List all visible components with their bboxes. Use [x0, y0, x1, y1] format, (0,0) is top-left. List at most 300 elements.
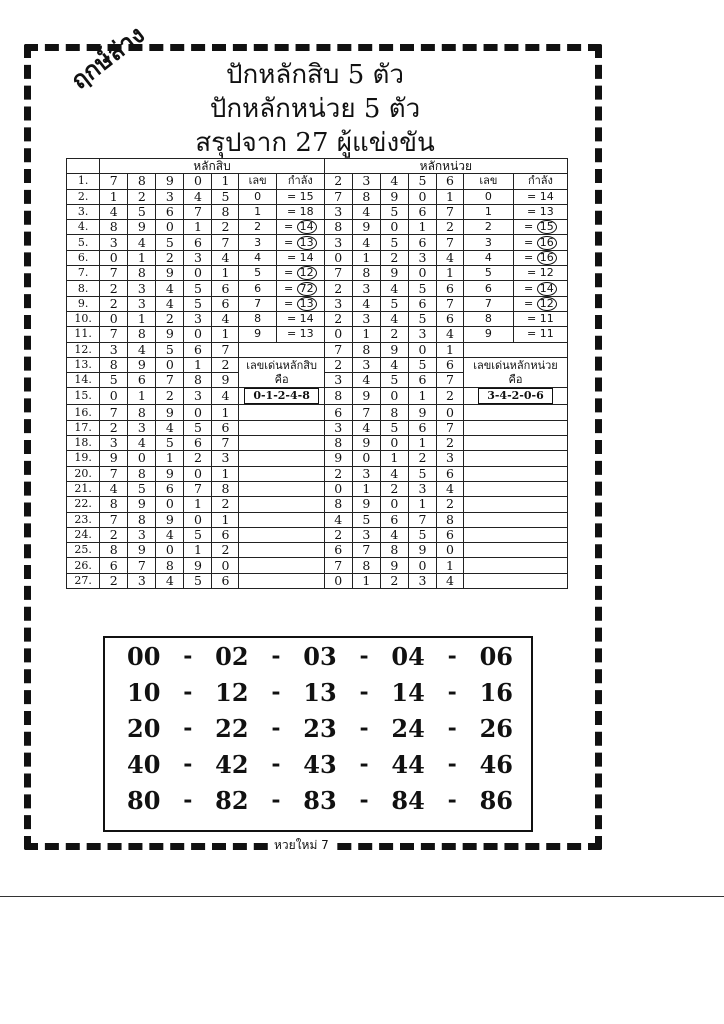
result-separator: -	[359, 679, 369, 705]
tens-digit: 3	[156, 189, 184, 204]
row-number: 9.	[67, 296, 100, 311]
tens-digit: 3	[184, 311, 212, 326]
units-digit: 3	[352, 357, 380, 372]
u-power-cell: = 14	[513, 189, 567, 204]
table-row	[67, 204, 568, 219]
tens-digit: 0	[184, 327, 212, 342]
units-digit: 0	[324, 573, 352, 588]
units-digit: 3	[352, 311, 380, 326]
tens-digit: 6	[212, 296, 239, 311]
row-number: 26.	[67, 558, 100, 573]
title-line-3: สรุปจาก 27 ผู้แข่งขัน	[195, 128, 435, 158]
units-digit: 6	[408, 296, 436, 311]
footer-label: หวยใหม่ 7	[270, 836, 333, 855]
result-row	[105, 782, 531, 818]
hot-tens-box-cell	[239, 388, 324, 405]
row-number: 15.	[67, 388, 100, 405]
units-digit: 2	[436, 497, 463, 512]
units-digit: 3	[324, 204, 352, 219]
hot-tens-is: คือ	[274, 372, 289, 386]
circled-power: 12	[297, 266, 317, 280]
units-digit: 2	[324, 174, 352, 189]
tens-digit: 2	[212, 357, 239, 372]
tens-digit: 3	[212, 451, 239, 466]
tens-digit: 2	[156, 388, 184, 405]
table-row	[67, 436, 568, 451]
result-separator: -	[271, 751, 281, 777]
tens-digit: 6	[212, 420, 239, 435]
result-number: 44	[391, 749, 425, 779]
circled-power: 16	[537, 251, 557, 265]
u-num-cell: 9	[463, 327, 513, 342]
units-digit: 5	[408, 311, 436, 326]
units-digit: 4	[436, 327, 463, 342]
units-digit: 5	[408, 357, 436, 372]
row-number: 22.	[67, 497, 100, 512]
tens-digit: 4	[128, 235, 156, 250]
tens-digit: 0	[100, 388, 128, 405]
units-digit: 6	[380, 512, 408, 527]
result-number: 12	[215, 677, 249, 707]
tens-digit: 5	[184, 527, 212, 542]
tens-header: หลักสิบ	[100, 159, 325, 174]
units-digit: 2	[436, 436, 463, 451]
result-row	[105, 746, 531, 782]
row-number: 7.	[67, 266, 100, 281]
tens-digit: 8	[184, 373, 212, 388]
tens-digit: 4	[212, 311, 239, 326]
tens-digit: 0	[156, 497, 184, 512]
units-digit: 7	[324, 558, 352, 573]
units-digit: 9	[380, 558, 408, 573]
result-number: 86	[479, 785, 513, 815]
units-digit: 4	[352, 235, 380, 250]
result-number: 02	[215, 641, 249, 671]
units-digit: 2	[380, 573, 408, 588]
tens-digit: 4	[100, 204, 128, 219]
tens-digit: 6	[212, 527, 239, 542]
units-digit: 5	[408, 527, 436, 542]
units-digit: 0	[380, 436, 408, 451]
units-digit: 0	[324, 327, 352, 342]
row-number: 24.	[67, 527, 100, 542]
units-digit: 4	[380, 174, 408, 189]
units-digit: 2	[380, 481, 408, 496]
tens-digit: 3	[184, 388, 212, 405]
units-digit: 3	[352, 281, 380, 296]
result-number: 10	[127, 677, 161, 707]
u-num-cell: 6	[463, 281, 513, 296]
tens-digit: 9	[156, 174, 184, 189]
tens-digit: 8	[100, 357, 128, 372]
table-row	[67, 497, 568, 512]
tens-digit: 4	[212, 250, 239, 265]
tens-digit: 3	[128, 296, 156, 311]
tens-digit: 8	[100, 220, 128, 235]
units-digit: 3	[436, 451, 463, 466]
units-digit: 9	[352, 436, 380, 451]
tens-digit: 0	[212, 558, 239, 573]
tens-digit: 8	[212, 204, 239, 219]
row-number: 14.	[67, 373, 100, 388]
tens-digit: 5	[156, 342, 184, 357]
tens-digit: 9	[128, 543, 156, 558]
tens-digit: 9	[100, 451, 128, 466]
units-digit: 6	[324, 543, 352, 558]
units-digit: 4	[436, 250, 463, 265]
units-digit: 7	[324, 189, 352, 204]
hot-units-is: คือ	[508, 372, 523, 386]
stats-table	[66, 158, 568, 589]
row-number: 6.	[67, 250, 100, 265]
tens-digit: 0	[156, 543, 184, 558]
units-digit: 1	[408, 436, 436, 451]
result-number: 23	[303, 713, 337, 743]
units-digit: 6	[408, 235, 436, 250]
title-line-2: ปักหลักหน่วย 5 ตัว	[209, 94, 421, 124]
hot-units-box-cell	[463, 388, 567, 405]
units-digit: 2	[380, 327, 408, 342]
units-digit: 2	[436, 388, 463, 405]
table-row	[67, 220, 568, 235]
result-number: 16	[479, 677, 513, 707]
tens-digit: 7	[100, 405, 128, 420]
tens-digit: 0	[184, 266, 212, 281]
hot-units-title: เลขเด่นหลักหน่วย	[473, 358, 558, 372]
tens-digit: 7	[100, 266, 128, 281]
row-number: 4.	[67, 220, 100, 235]
t-num-cell: 3	[239, 235, 276, 250]
tens-digit: 1	[128, 250, 156, 265]
result-separator: -	[447, 643, 457, 669]
units-digit: 5	[380, 204, 408, 219]
row-number: 5.	[67, 235, 100, 250]
tens-digit: 2	[156, 311, 184, 326]
tens-digit: 1	[100, 189, 128, 204]
tens-digit: 2	[212, 220, 239, 235]
circled-power: 12	[537, 297, 557, 311]
table-row	[67, 512, 568, 527]
title-line-1: ปักหลักสิบ 5 ตัว	[226, 60, 404, 90]
tens-digit: 5	[128, 481, 156, 496]
tens-digit: 9	[184, 558, 212, 573]
circled-power: 72	[297, 282, 317, 296]
units-digit: 8	[380, 543, 408, 558]
num-header: เลข	[463, 174, 513, 189]
result-separator: -	[183, 715, 193, 741]
units-digit: 4	[352, 420, 380, 435]
t-power-cell: = 13	[276, 296, 324, 311]
result-number: 24	[391, 713, 425, 743]
table-row	[67, 266, 568, 281]
tens-digit: 2	[184, 451, 212, 466]
tens-digit: 1	[212, 327, 239, 342]
tens-digit: 9	[128, 357, 156, 372]
result-number: 42	[215, 749, 249, 779]
tens-digit: 7	[100, 174, 128, 189]
table-row	[67, 451, 568, 466]
tens-digit: 1	[184, 220, 212, 235]
t-num-cell: 6	[239, 281, 276, 296]
hot-units-label	[463, 357, 567, 388]
row-number: 23.	[67, 512, 100, 527]
tens-digit: 6	[156, 481, 184, 496]
units-digit: 4	[380, 311, 408, 326]
circled-power: 14	[297, 220, 317, 234]
units-digit: 8	[324, 497, 352, 512]
units-digit: 4	[324, 512, 352, 527]
t-power-cell: = 14	[276, 220, 324, 235]
units-digit: 4	[380, 357, 408, 372]
tens-digit: 8	[156, 558, 184, 573]
bottom-line	[0, 896, 724, 897]
u-power-cell: = 12	[513, 296, 567, 311]
units-digit: 5	[408, 466, 436, 481]
tens-digit: 8	[128, 266, 156, 281]
stamp-label: ฤกษ์ล่าง	[65, 20, 150, 95]
tens-digit: 5	[156, 235, 184, 250]
u-num-cell: 4	[463, 250, 513, 265]
tens-digit: 6	[184, 235, 212, 250]
result-number: 40	[127, 749, 161, 779]
units-digit: 1	[352, 250, 380, 265]
tens-digit: 6	[184, 436, 212, 451]
tens-digit: 5	[184, 281, 212, 296]
table-row	[67, 573, 568, 588]
row-number: 8.	[67, 281, 100, 296]
tens-digit: 9	[156, 512, 184, 527]
tens-digit: 3	[100, 436, 128, 451]
tens-digit: 3	[100, 342, 128, 357]
result-number: 26	[479, 713, 513, 743]
tens-digit: 0	[128, 451, 156, 466]
units-digit: 4	[380, 281, 408, 296]
tens-digit: 1	[212, 405, 239, 420]
table-row	[67, 174, 568, 189]
tens-digit: 0	[184, 405, 212, 420]
units-digit: 4	[352, 296, 380, 311]
units-digit: 0	[380, 220, 408, 235]
tens-digit: 5	[128, 204, 156, 219]
tens-digit: 7	[212, 342, 239, 357]
units-digit: 3	[324, 420, 352, 435]
result-separator: -	[359, 715, 369, 741]
row-number: 18.	[67, 436, 100, 451]
tens-digit: 4	[128, 342, 156, 357]
tens-digit: 2	[156, 250, 184, 265]
result-separator: -	[447, 715, 457, 741]
units-digit: 1	[436, 342, 463, 357]
u-power-cell: = 16	[513, 235, 567, 250]
tens-digit: 1	[128, 311, 156, 326]
tens-digit: 5	[156, 436, 184, 451]
units-digit: 1	[408, 388, 436, 405]
tens-digit: 2	[128, 189, 156, 204]
table-row	[67, 296, 568, 311]
t-power-cell: = 18	[276, 204, 324, 219]
row-number: 17.	[67, 420, 100, 435]
units-digit: 4	[380, 527, 408, 542]
tens-digit: 7	[156, 373, 184, 388]
u-num-cell: 7	[463, 296, 513, 311]
units-digit: 2	[324, 527, 352, 542]
result-separator: -	[183, 787, 193, 813]
units-digit: 3	[324, 235, 352, 250]
row-number: 20.	[67, 466, 100, 481]
units-digit: 8	[324, 388, 352, 405]
units-digit: 3	[408, 250, 436, 265]
tens-digit: 0	[184, 512, 212, 527]
tens-digit: 7	[100, 512, 128, 527]
tens-digit: 7	[100, 327, 128, 342]
row-number: 13.	[67, 357, 100, 372]
tens-digit: 5	[212, 189, 239, 204]
units-digit: 3	[352, 527, 380, 542]
tens-digit: 4	[156, 573, 184, 588]
result-number: 43	[303, 749, 337, 779]
u-power-cell: = 12	[513, 266, 567, 281]
tens-digit: 6	[184, 342, 212, 357]
u-num-cell: 3	[463, 235, 513, 250]
units-digit: 5	[380, 420, 408, 435]
units-digit: 9	[352, 497, 380, 512]
circled-power: 16	[537, 236, 557, 250]
units-digit: 4	[380, 466, 408, 481]
u-num-cell: 8	[463, 311, 513, 326]
t-num-cell: 0	[239, 189, 276, 204]
units-digit: 6	[436, 357, 463, 372]
t-power-cell: = 14	[276, 250, 324, 265]
tens-digit: 0	[184, 466, 212, 481]
tens-digit: 1	[128, 388, 156, 405]
units-digit: 2	[324, 466, 352, 481]
units-digit: 0	[408, 189, 436, 204]
units-header: หลักหน่วย	[324, 159, 567, 174]
units-digit: 5	[352, 512, 380, 527]
u-power-cell: = 11	[513, 327, 567, 342]
tens-digit: 2	[100, 281, 128, 296]
result-number: 06	[479, 641, 513, 671]
tens-digit: 7	[128, 558, 156, 573]
tens-digit: 1	[212, 174, 239, 189]
result-number: 83	[303, 785, 337, 815]
tens-digit: 6	[128, 373, 156, 388]
tens-digit: 8	[100, 543, 128, 558]
units-digit: 0	[408, 558, 436, 573]
table-row	[67, 405, 568, 420]
units-digit: 0	[380, 388, 408, 405]
row-number: 3.	[67, 204, 100, 219]
units-digit: 8	[380, 405, 408, 420]
result-number: 04	[391, 641, 425, 671]
units-digit: 3	[408, 327, 436, 342]
tens-digit: 3	[128, 527, 156, 542]
tens-digit: 7	[184, 481, 212, 496]
hot-units-value: 3-4-2-0-6	[478, 388, 553, 404]
units-digit: 8	[352, 189, 380, 204]
tens-digit: 3	[128, 573, 156, 588]
table-row	[67, 481, 568, 496]
units-digit: 3	[408, 481, 436, 496]
tens-digit: 3	[100, 235, 128, 250]
result-separator: -	[183, 643, 193, 669]
tens-digit: 2	[100, 296, 128, 311]
units-digit: 7	[324, 266, 352, 281]
units-digit: 8	[436, 512, 463, 527]
units-digit: 7	[352, 405, 380, 420]
units-digit: 0	[352, 451, 380, 466]
tens-digit: 8	[212, 481, 239, 496]
result-number: 82	[215, 785, 249, 815]
units-digit: 2	[408, 451, 436, 466]
table-row	[67, 357, 568, 372]
tens-digit: 8	[100, 497, 128, 512]
result-number: 84	[391, 785, 425, 815]
tens-digit: 7	[212, 235, 239, 250]
units-digit: 0	[324, 481, 352, 496]
tens-digit: 1	[184, 543, 212, 558]
units-digit: 5	[380, 296, 408, 311]
tens-digit: 3	[128, 420, 156, 435]
units-digit: 2	[324, 357, 352, 372]
result-separator: -	[271, 643, 281, 669]
units-digit: 6	[408, 204, 436, 219]
result-number: 46	[479, 749, 513, 779]
circled-power: 15	[537, 220, 557, 234]
tens-digit: 6	[156, 204, 184, 219]
tens-digit: 9	[212, 373, 239, 388]
tens-digit: 7	[184, 204, 212, 219]
hot-tens-value: 0-1-2-4-8	[244, 388, 319, 404]
units-digit: 8	[352, 266, 380, 281]
tens-digit: 4	[212, 388, 239, 405]
t-power-cell: = 13	[276, 235, 324, 250]
table-row	[67, 311, 568, 326]
t-num-cell: 2	[239, 220, 276, 235]
t-num-cell: 5	[239, 266, 276, 281]
units-digit: 9	[380, 266, 408, 281]
tens-digit: 8	[128, 512, 156, 527]
units-digit: 1	[352, 481, 380, 496]
result-number: 80	[127, 785, 161, 815]
units-digit: 0	[408, 342, 436, 357]
tens-digit: 1	[212, 266, 239, 281]
units-digit: 1	[352, 327, 380, 342]
tens-digit: 9	[156, 266, 184, 281]
tens-digit: 0	[156, 357, 184, 372]
tens-digit: 4	[156, 420, 184, 435]
row-number: 16.	[67, 405, 100, 420]
table-row	[67, 250, 568, 265]
t-power-cell: = 72	[276, 281, 324, 296]
units-digit: 5	[380, 235, 408, 250]
result-separator: -	[271, 679, 281, 705]
tens-digit: 0	[100, 311, 128, 326]
title-block	[150, 58, 480, 160]
units-digit: 9	[408, 405, 436, 420]
units-digit: 5	[408, 174, 436, 189]
units-digit: 4	[436, 481, 463, 496]
units-digit: 1	[380, 451, 408, 466]
tens-digit: 5	[184, 573, 212, 588]
circled-power: 14	[537, 282, 557, 296]
result-number: 00	[127, 641, 161, 671]
tens-digit: 6	[100, 558, 128, 573]
units-digit: 5	[380, 373, 408, 388]
tens-digit: 5	[184, 420, 212, 435]
tens-digit: 9	[128, 497, 156, 512]
tens-digit: 2	[100, 527, 128, 542]
